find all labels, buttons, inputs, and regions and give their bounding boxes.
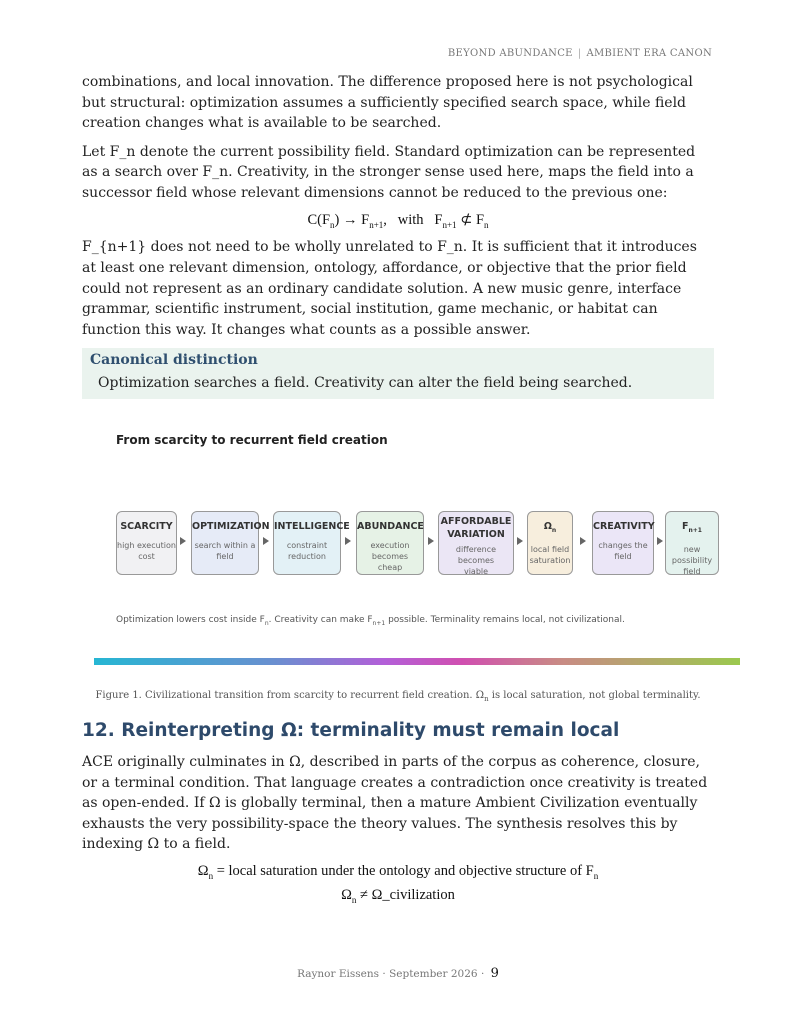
arrow-icon xyxy=(345,537,351,545)
footer-author: Raynor Eissens xyxy=(297,968,380,980)
arrow-icon xyxy=(580,537,586,545)
paragraph: Let F_n denote the current possibility field. Standard optimization can be represented as a search over F_n. Creativity, in the stronger sense used here, maps the field into a successor field whose relevant dimensions cannot be reduced to the previous one: xyxy=(82,143,696,201)
arrow-icon xyxy=(657,537,663,545)
stage-f-n-plus-1: $F_{n+1}$ new possibility field xyxy=(665,511,719,575)
arrow-icon xyxy=(428,537,434,545)
stage-affordable-variation: AFFORDABLE VARIATION difference becomes viable xyxy=(438,511,514,575)
page-number: 9 xyxy=(490,966,499,981)
footer-date: September 2026 xyxy=(389,968,478,980)
section-body xyxy=(82,752,714,911)
arrow-icon xyxy=(263,537,269,545)
stage-abundance: ABUNDANCE execution becomes cheap xyxy=(356,511,424,575)
gradient-bar xyxy=(94,658,740,665)
stage-intelligence: INTELLIGENCE constraint reduction xyxy=(273,511,341,575)
callout-box xyxy=(82,348,714,399)
section-heading: 12. Reinterpreting Ω: terminality must remain local xyxy=(82,720,620,741)
stage-optimization: OPTIMIZATION search within a field xyxy=(191,511,259,575)
callout-body: Optimization searches a field. Creativity can alter the field being searched. xyxy=(98,375,633,392)
running-head-right: AMBIENT ERA CANON xyxy=(586,48,712,59)
paragraph: combinations, and local innovation. The difference proposed here is not psychological but structural: optimization assumes a sufficiently specified search space, while field creation changes what is available to be searched. xyxy=(82,74,693,132)
figure-note: Optimization lowers cost inside $F_n$. Creativity can make $F_{n+1}$ possible. Terminality remains local, not civilizational. xyxy=(116,615,625,627)
stage-scarcity: SCARCITY high execution cost xyxy=(116,511,177,575)
page-footer: Raynor Eissens · September 2026 · 9 xyxy=(297,966,499,981)
paragraph: F_{n+1} does not need to be wholly unrelated to F_n. It is sufficient that it introduces at least one relevant dimension, ontology, affordance, or objective that the prior field could not represent as an ordinary candidate solution. A new music genre, interface grammar, scientific instrument, social institution, game mechanic, or habitat can function this way. It changes what counts as a possible answer. xyxy=(82,239,697,338)
running-head-left: BEYOND ABUNDANCE xyxy=(447,48,573,59)
figure-title: From scarcity to recurrent field creation xyxy=(116,433,388,447)
callout-title: Canonical distinction xyxy=(90,352,258,369)
equation-omega-not-civilization: $\Omega_n$ ≠ Ω_civilization xyxy=(341,886,455,905)
body-text xyxy=(82,72,714,399)
arrow-icon xyxy=(517,537,523,545)
running-head xyxy=(448,48,712,59)
figure-1 xyxy=(0,420,796,710)
arrow-icon xyxy=(180,537,186,545)
stage-creativity: CREATIVITY changes the field xyxy=(592,511,654,575)
equation-omega-local: $\Omega_n$ = local saturation under the ontology and objective structure of $F_n$ xyxy=(197,862,599,881)
equation-successor-field: $C(F_n) \to F_{n+1}$, with $F_{n+1}$ ⊄ $F_n$ xyxy=(307,211,489,230)
stage-omega-n: $\Omega_n$ local field saturation xyxy=(527,511,573,575)
running-head-separator: | xyxy=(577,48,582,59)
paragraph: ACE originally culminates in Ω, described in parts of the corpus as coherence, closure, or a terminal condition. That language creates a contradiction once creativity is treated as open-ended. If Ω is globally terminal, then a mature Ambient Civilization eventually exhausts the very possibility-space the theory values. The synthesis resolves this by indexing Ω to a field. xyxy=(82,754,708,853)
figure-caption: Figure 1. Civilizational transition from scarcity to recurrent field creation. $\Omega_n$ is local saturation, not global terminality. xyxy=(95,690,701,703)
